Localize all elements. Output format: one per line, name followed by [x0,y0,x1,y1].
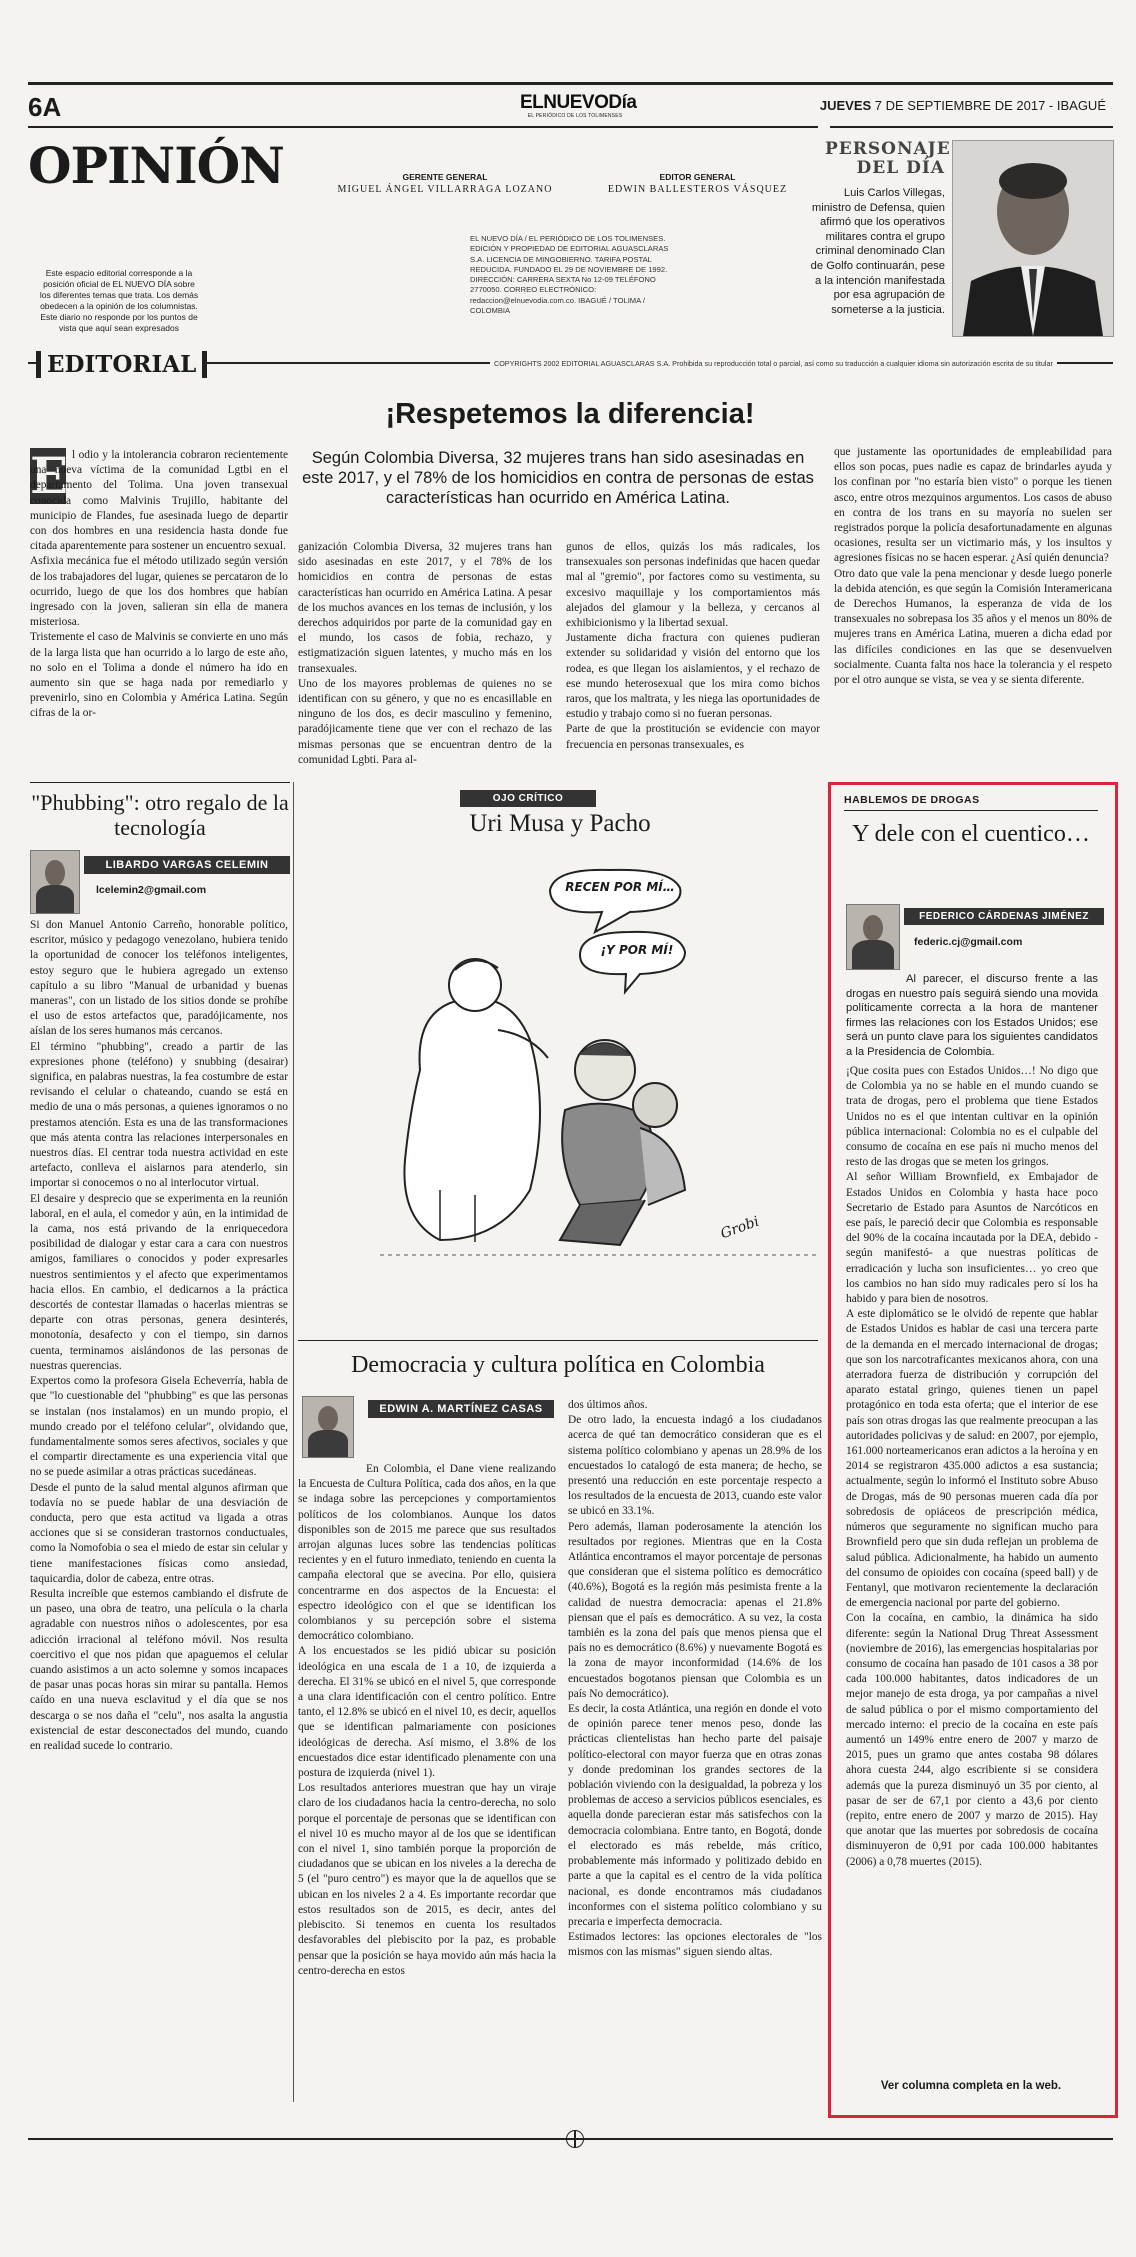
editorial-headline: ¡Respetemos la diferencia! [385,398,755,430]
democracia-col-2 [568,1398,822,2102]
phubbing-author-photo [30,850,80,914]
section-note: Este espacio editorial corresponde a la posición oficial de EL NUEVO DÍA sobre los diferentes temas que trata. Los demás obedecen a la opinión de los columnistas. Este diario no responde por los puntos de vista que aquí sean expresados [39,268,199,333]
democracia-col-2-text: dos últimos años. De otro lado, la encuesta indagó a los ciudadanos acerca de qué tan democrático consideran que es el sistema político colombiano y apenas un 28.9% de los encuestados lo catalogó de esta manera; de hecho, se presentó una reducción en este porcentaje respecto a los resultados de la encuesta de 2013, cuando este valor se ubicó en 33.1%. Pero además, llaman poderosamente la atención los resultados por regiones. Mientras que en la Costa Atlántica encontramos el mayor porcentaje de personas que consideran que el sistema político es democrático (40.6%), Bogotá es la región más pesimista frente a la calidad de nuestra democracia: apenas el 21.8% piensan que el país es democrático. A su vez, la costa también es la zona del país que menos piensa que el país no es democrático (8.6%) y nuevamente Bogotá es la zona de mayor inconformidad (14.6% de los encuestados bogotanos piensan que Colombia es un país No democrático). Es decir, la costa Atlántica, una región en donde el voto de opinión parece tener menos peso, donde las prácticas clientelistas han hecho parte del paisaje político-electoral con mayor fuerza que en otras zonas y donde predominan los grandes sectores de la población viviendo con la desigualdad, la pobreza y los problemas de acceso a servicios públicos esenciales, es aquella donde parecieran estar más satisfechos con la democracia colombiana. Entre tanto, en Bogotá, donde el electorado es más rebelde, más crítico, probablemente más informado y politizado debido en parte a que la capital es el centro de la vida política nacional, es donde encontramos más ciudadanos inconformes con el sistema político colombiano y su precaria e imperfecta democracia. Estimados lectores: las opciones electorales de "los mismos con las mismas" siguen siendo altas. [568,1399,822,1959]
personaje-text: Luis Carlos Villegas, ministro de Defensa, quien afirmó que los operativos militares contra el grupo criminal denominado Clan de Golfo continuarán, pese a la intención manifestada por esa agrupación de someterse a la justicia. [810,187,945,316]
drogas-title: Y dele con el cuentico… [852,821,1090,847]
gm-name: MIGUEL ÁNGEL VILLARRAGA LOZANO [337,184,553,195]
drogas-footer-link[interactable]: Ver columna completa en la web. [880,2080,1062,2092]
democracia-rule [298,1340,818,1341]
cartoon-bubble-1: RECEN POR MÍ… [565,880,675,894]
editorial-col-4 [834,445,1112,778]
personaje-title [825,139,951,178]
editorial-pullquote: Según Colombia Diversa, 32 mujeres trans han sido asesinadas en este 2017, y el 78% de los homicidios en contra de personas de estas características han ocurrido en América Latina. [302,449,814,507]
ed-title: EDITOR GENERAL [659,172,736,182]
drogas-body [846,1064,1098,2074]
issue-date [820,98,1106,113]
cartoon-bubble-2: ¡Y POR MÍ! [600,943,674,957]
phubbing-body [30,918,288,2098]
editorial-dropcap: E [30,446,69,505]
phubbing-top-rule [30,782,290,783]
general-editor [590,172,805,195]
gm-title: GERENTE GENERAL [402,172,488,182]
democracia-title: Democracia y cultura política en Colombia [351,1352,765,1378]
cartoon-label: OJO CRÍTICO [460,790,596,807]
logo-tagline: EL PERIÓDICO DE LOS TOLIMENSES [527,113,623,119]
editorial-col-3 [566,540,820,780]
ed-name: EDWIN BALLESTEROS VÁSQUEZ [607,184,788,195]
democracia-author: EDWIN A. MARTÍNEZ CASAS [368,1400,554,1418]
section-title: OPINIÓN [28,136,284,195]
democracia-col-1 [298,1462,556,2102]
drogas-author: FEDERICO CÁRDENAS JIMÉNEZ [904,908,1104,925]
legal-info: EL NUEVO DÍA / EL PERIÓDICO DE LOS TOLIMENSES. EDICIÓN Y PROPIEDAD DE EDITORIAL AGUASCLARAS S.A. LICENCIA DE MINGOBIERNO. TARIFA POSTAL REDUCIDA. FUNDADO EL 29 DE NOVIEMBRE DE 1992. DIRECCIÓN: CARRERA SEXTA No 12-09 TELÉFONO 2770050. CORREO ELECTRÓNICO: redaccion@elnuevodia.com.co. IBAGUÉ / TOLIMA / COLOMBIA [470,234,669,316]
democracia-author-photo [302,1396,354,1458]
editorial-col-3-text: gunos de ellos, quizás los más radicales, los transexuales son personas indefinidas que hacen quedar mal al "gremio", por factores como su vestimenta, su excesivo maquillaje y los comportamientos más alejados del glamour y la belleza, y cercanos al exhibicionismo y la libertad sexual. Justamente dicha fractura con quienes pudieran extender su solidaridad y visión del entorno que los rodea, es que llegan los aislamientos, y el rechazo de ese mundo heterosexual que los mira como bichos raros, que los maltrata, y les niega las oportunidades de estudio y trabajo como si no fueran personas. Parte de que la prostitución se evidencie con mayor frecuencia en personas transexuales, es [566,541,820,751]
personaje-title-1: PERSONAJE [825,139,951,159]
logo-text: ELNUEVODía [520,92,637,113]
issue-date-rest: 7 DE SEPTIEMBRE DE 2017 - IBAGUÉ [874,98,1106,113]
drogas-intro: Al parecer, el discurso frente a las drogas en nuestro país seguirá siendo una movida políticamente correcta a la hora de mantener firmes las relaciones con los Estados Unidos; ese será un punto clave para los siguientes candidatos a la Presidencia de Colombia. [846,973,1098,1058]
editorial-col-1-text: l odio y la intolerancia cobraron recientemente una nueva víctima de la comunidad Lgtbi en el departamento del Tolima. Una joven transexual conocida como Malvinis Trujillo, habitante del municipio de Flandes, fue asesinada luego de departir con dos hombres en una residencia hasta donde fue citada aparentemente para sostener un encuentro sexual. Asfixia mecánica fue el método utilizado según versión de los trabajadores del lugar, quienes se percataron de lo ocurrido, luego de que los dos hombres que habían ingresado con la joven, salieran sin ella de manera misteriosa. Tristemente el caso de Malvinis se convierte en uno más de la larga lista que han ocurrido a lo largo de este año, no solo en el Tolima a donde el número ha ido en aumento sin que se haga nada por remediarlo y prevenirlo, sino en Colombia y América Latina. Según cifras de la or- [30,449,288,720]
registration-mark-icon [566,2130,584,2148]
drogas-body-text: ¡Que cosita pues con Estados Unidos…! No digo que de Colombia ya no se hable en el mundo cuando se trata de drogas, pero el problema que tiene Estados Unidos no es el que intentan cultivar en la opinión pública internacional: Colombia no es el culpable del consumo de cocaína en ese país ni mucho menos del resto de las drogas que se meten los gringos. Al señor William Brownfield, ex Embajador de Estados Unidos en Colombia y hasta hace poco Secretario de Estado para Asuntos de Narcóticos en ese país, le pareció decir que Colombia es responsable del 90% de la cocaína incautada por la DEA, debido -según manifestó- a que nuestras políticas de erradicación y lucha son insuficientes… yo creo que los cambios no han sido muy radicales pero sí los ha habido y para bien de nosotros. A este diplomático se le olvidó de repente que hablar de Estados Unidos es hablar de casi una tercera parte de la demanda en el mercado internacional de drogas; que son los narcotraficantes mexicanos ahora, con una aterradora fuerza de distribución y corrupción del aparato estatal gringo, quienes tienen un papel protagónico en toda esta oferta; que el interior de ese país son otras drogas las que realmente preocupan a las autoridades policivas y de salud: en 2007, por ejemplo, 161.000 norteamericanos eran adictos a la heroína y en 2014 se registraron 435.000 adictos a esa sustancia; actualmente, según lo informó el Instituto sobre Abuso de Drogas, más de 90 personas mueren cada día por sobredosis de opiáceos de prescripción médica, números que seguramente no significan mucho para Brownfield pero que sin duda reflejan un problema de salud pública. Adicionalmente, ha habido un aumento del consumo de opioides con cocaína (speed ball) y de Fentanyl, que motivaron recientemente la declaración de emergencia nacional por parte del gobierno. Con la cocaína, en cambio, la dinámica ha sido diferente: según la National Drug Threat Assessment (noviembre de 2016), las emergencias hospitalarias por consumo de cocaína han pasado de 101 casos a 38 por cada 100.000 habitantes, datos indicadores de un mejor manejo de esta droga, ya por campañas a nivel de salud pública o por el mismo comportamiento del mercado interno: el precio de la cocaína en este país aumentó un 149% entre enero de 2007 y marzo de 2015, pues un gramo que antes costaba 98 dólares ahora cuesta 244, algo escribiente si se considera además que la pureza disminuyó un 35 por ciento, al pasar de ser de 67,1 por ciento a 43,6 por ciento (repito, entre enero de 2007 y marzo de 2015). Hay que anotar que las muertes por sobredosis de cocaína disminuyeron de 0,91 por cada 100.000 habitantes (2006) a 0,78 muertes (2015). [846,1065,1098,1868]
drogas-label-rule [844,810,1098,811]
masthead-rule [28,126,818,128]
copyright: COPYRIGHTS 2002 EDITORIAL AGUASCLARAS S.A. Prohibida su reproducción total o parcial, así como su traducción a cualquier idioma sin autorización escrita de su titular [490,359,1057,368]
page-number: 6A [28,92,62,122]
cartoon-illustration [380,860,820,1280]
drogas-label: HABLEMOS DE DROGAS [844,794,980,806]
editorial-col-2 [298,540,552,780]
top-rule [28,82,1113,85]
drogas-email: federic.cj@gmail.com [914,936,1023,948]
phubbing-email: lcelemin2@gmail.com [96,884,207,896]
editorial-col-1 [30,448,288,774]
cartoon-signature: Grobi [718,1213,762,1243]
phubbing-author: LIBARDO VARGAS CELEMIN [84,856,290,874]
drogas-author-photo [846,904,900,970]
editorial-col-2-text: ganización Colombia Diversa, 32 mujeres trans han sido asesinadas en este 2017, y el 78% de los homicidios en contra de personas de estas características han ocurrido en América Latina. A pesar de los muchos avances en los temas de inclusión, y los derechos adquiridos por parte de la comunidad gay en el mundo, los casos de fobia, rechazo, y estigmatización siguen latentes, y mucho más en los transexuales. Uno de los mayores problemas de quienes no se identifican con su género, y que no es encasillable en ninguno de los dos, es decir masculino y femenino, paradójicamente tiene que ver con el rechazo de las mismas personas que se encuentran dentro de la comunidad Lgbti. Para al- [298,541,552,766]
democracia-col-1-text: En Colombia, el Dane viene realizando la Encuesta de Cultura Política, cada dos años, en la que se indaga sobre las percepciones y comportamientos políticos de los colombianos. Aunque los datos disponibles son de 2015 me parece que sus resultados arrojan algunas luces sobre las tendencias políticas recientes y en el futuro inmediato, teniendo en cuenta la campaña electoral que se avecina. Por ello, quisiera concentrarme en dos aspectos de la Encuesta: el espectro ideológico con el que se identifican los colombianos y su percepción sobre el sistema democrático colombiano. A los encuestados se les pidió ubicar su posición ideológica en una escala de 1 a 10, de izquierda a derecha. El 31% se ubicó en el nivel 5, que corresponde a una clara identificación con el centro político. Entre tanto, el 12.8% se ubicó en el nivel 10, es decir, aquellos que se identifican palmariamente con posiciones ideológicas de derecha. Así mismo, el 3.8% de los encuestados dice estar identificado plenamente con una postura de izquierda (nivel 1). Los resultados anteriores muestran que hay un viraje claro de los ciudadanos hacia la centro-derecha, no solo porque el porcentaje de personas que se identifican con el nivel 10 es mucho mayor al de los que se identifican con el nivel 1, sino también porque la proporción de ciudadanos que se ubican en los niveles a la derecha de 5 (el "puro centro") es mayor que la de aquellos que se ubican en los niveles 2 a 4. Es importante recordar que estos resultados son de 2015, es decir, antes del plebiscito. Si tenemos en cuenta los resultados desfavorables del plebiscito por la paz, es probable pensar que la posición se haya movido aún más hacia la centro-derecha en estos [298,1463,556,1977]
editorial-label: EDITORIAL [36,351,207,378]
minister-photo-icon [953,141,1113,336]
personaje-rule [830,126,1113,128]
col-divider-left [293,782,294,2102]
editorial-col-4-text: que justamente las oportunidades de empleabilidad para ellos son pocas, pues nadie es capaz de brindarles ayuda y los confinan por "no estaría bien visto" o porque les tienen asco, entre otros mezquinos argumentos. Los casos de abuso en contra de los trans en su mayoría no suelen ser registrados porque la policía desafortunadamente en algunas ocasiones, resulta ser un victimario más, y los insultos y agresiones físicas no se hacen esperar. ¿Así quién denuncia? Otro dato que vale la pena mencionar y desde luego ponerle la debida atención, es que según la Comisión Interamericana de Derechos Humanos, la esperanza de vida de los transexuales no sobrepasa los 35 años y el menos un 80% de mujeres trans en América Latina, mueren a dicha edad por las difíciles condiciones en las que se desenvuelven socialmente. Cuanta falta nos hace la tolerancia y el respeto por el otro aunque se vista, se vea y se sienta diferente. [834,446,1112,687]
personaje-photo [952,140,1114,337]
phubbing-title: "Phubbing": otro regalo de la tecnología [31,790,289,840]
personaje-title-2: DEL DÍA [856,158,945,178]
phubbing-body-text: Si don Manuel Antonio Carreño, honorable político, escritor, músico y pedagogo venezolano, hubiera tenido la oportunidad de conocer los teléfonos inteligentes, estoy seguro que le hubiera agregado un extenso capítulo a su libro "Manual de urbanidad y buenas maneras", con un listado de los sitios donde se prohíbe el uso de estos artefactos que, paradójicamente, nos aíslan de los seres humanos más cercanos. El término "phubbing", creado a partir de las expresiones phone (teléfono) y snubbing (desairar) significa, en palabras nuestras, la fea costumbre de estar revisando el celular o chateando, cuando se está en medio de una o más personas, a quienes ignoramos o no prestamos atención. Esta es una de las transformaciones que más atenta contra las relaciones interpersonales en nuestros días. El centrar toda nuestra actividad en este artefacto, conlleva el aislarnos para atenderlo, sin importar si conocemos o no al interlocutor virtual. El desaire y desprecio que se experimenta en la reunión laboral, en el aula, el comedor y aún, en la intimidad de la cama, nos está privando de la enriquecedora posibilidad de dialogar y estar cara a cara con nuestros amigos, familiares o conocidos y poder expresarles nuestros sentimientos y el afecto que experimentamos hacia ellos. En cambio, el dedicarnos a la práctica descortés de contestar llamadas o hacerlas mientras se departe con otras personas, genera desinterés, monotonía, desafecto y con el tiempo, sin darnos cuenta, terminamos aislándonos de las personas de nuestras querencias. Expertos como la profesora Gisela Echeverría, habla de que "lo cuestionable del "phubbing" es que las personas se instalan (nos instalamos) en un mundo propio, el mundo creado por el teléfono celular", olvidando que, fundamentalmente somos seres afectivos, sociales y que el compartir directamente es una experiencia vital que no se puede asimilar a otras prácticas sucedáneas. Desde el punto de la salud mental algunos afirman que todavía no se puede hablar de una desviación de conducta, pero que esta actitud va ligada a otras acciones que si se consideran trastornos conductuales, como la Nomofobia o sea el miedo de estar sin celular y tiene manifestaciones físicas como ansiedad, taquicardia, dolor de cabeza, entre otras. Resulta increíble que estemos cambiando el disfrute de un paseo, una obra de teatro, una película o la charla agradable con nuestros niños o adolescentes, por esa adicción irracional al teléfono móvil. Nos resulta coercitivo el que nos pidan que apaguemos el celular cuando asistimos a un acto solemne y somos incapaces de pasar unas pocas horas sin mirar su pantalla. Hemos caído en una nueva esclavitud y el día que se nos descarga o se nos daña el "celu", nos asalta la angustia existencial de estar desconectados del mundo, cuando en realidad sucede lo contrario. [30,919,288,1752]
issue-date-day: JUEVES [819,98,872,113]
general-manager [330,172,560,195]
newspaper-logo [520,92,637,119]
cartoon-title: Uri Musa y Pacho [469,810,651,837]
